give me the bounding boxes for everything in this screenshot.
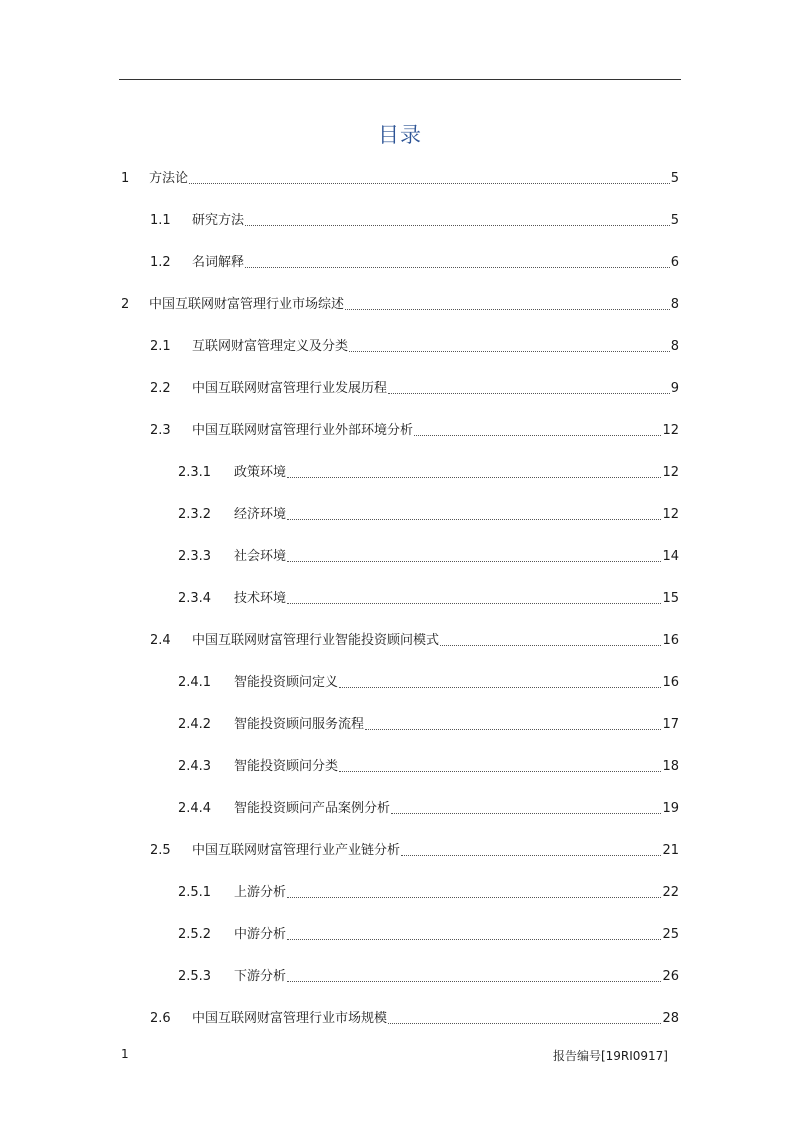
toc-leader-dots [388, 1023, 661, 1024]
toc-leader-dots [189, 183, 670, 184]
toc-entry[interactable] [150, 377, 679, 397]
toc-leader-dots [339, 687, 661, 688]
toc-entry-page: 17 [662, 717, 679, 732]
toc-leader-dots [349, 351, 670, 352]
toc-entry-page: 25 [662, 927, 679, 942]
toc-entry-page: 5 [670, 171, 679, 186]
toc-leader-dots [245, 225, 670, 226]
toc-entry-page: 12 [662, 465, 679, 480]
toc-entry[interactable] [150, 839, 679, 859]
toc-entry[interactable] [178, 671, 679, 691]
toc-entry-title: 智能投资顾问分类 [234, 759, 339, 774]
toc-leader-dots [388, 393, 670, 394]
toc-entry[interactable] [178, 965, 679, 985]
toc-entry-number: 2.5.2 [178, 927, 212, 942]
toc-leader-dots [287, 939, 661, 940]
toc-entry-number: 2.5.1 [178, 885, 212, 900]
toc-entry-title: 中国互联网财富管理行业外部环境分析 [192, 423, 414, 438]
toc-entry-page: 9 [670, 381, 679, 396]
toc-entry-title: 中游分析 [234, 927, 287, 942]
toc-entry-number: 2.3 [150, 423, 171, 438]
toc-entry-title: 名词解释 [192, 255, 245, 270]
toc-entry-number: 2.6 [150, 1011, 171, 1026]
toc-entry-number: 2.4 [150, 633, 171, 648]
toc-entry[interactable] [178, 587, 679, 607]
toc-entry[interactable] [178, 503, 679, 523]
toc-entry-number: 2 [121, 297, 130, 312]
toc-entry-number: 2.5.3 [178, 969, 212, 984]
toc-entry-number: 1.1 [150, 213, 171, 228]
toc-entry-page: 16 [662, 675, 679, 690]
toc-entry[interactable] [178, 461, 679, 481]
toc-entry-page: 12 [662, 423, 679, 438]
footer-report-code: 报告编号[19RI0917] [552, 1049, 668, 1063]
toc-entry-title: 下游分析 [234, 969, 287, 984]
toc-entry-page: 6 [670, 255, 679, 270]
toc-entry-page: 8 [670, 339, 679, 354]
toc-leader-dots [287, 897, 661, 898]
toc-entry[interactable] [150, 1007, 679, 1027]
toc-entry-number: 2.3.3 [178, 549, 212, 564]
toc-entry-page: 8 [670, 297, 679, 312]
toc-entry[interactable] [178, 713, 679, 733]
toc-entry[interactable] [121, 293, 679, 313]
toc-entry[interactable] [178, 923, 679, 943]
toc-entry-number: 2.1 [150, 339, 171, 354]
toc-entry-page: 18 [662, 759, 679, 774]
toc-entry-number: 2.3.2 [178, 507, 212, 522]
toc-entry[interactable] [178, 797, 679, 817]
toc-entry-page: 16 [662, 633, 679, 648]
toc-entry-title: 中国互联网财富管理行业市场综述 [149, 297, 345, 312]
toc-leader-dots [287, 477, 661, 478]
toc-entry-page: 5 [670, 213, 679, 228]
toc-entry-page: 28 [662, 1011, 679, 1026]
toc-entry-page: 21 [662, 843, 679, 858]
toc-leader-dots [414, 435, 661, 436]
toc-entry-title: 技术环境 [234, 591, 287, 606]
toc-entry-page: 15 [662, 591, 679, 606]
toc-entry-title: 研究方法 [192, 213, 245, 228]
toc-entry-title: 经济环境 [234, 507, 287, 522]
toc-entry-page: 12 [662, 507, 679, 522]
toc-entry-page: 26 [662, 969, 679, 984]
toc-leader-dots [440, 645, 661, 646]
toc-entry-number: 2.4.3 [178, 759, 212, 774]
toc-entry[interactable] [178, 881, 679, 901]
toc-entry[interactable] [150, 209, 679, 229]
toc-leader-dots [391, 813, 661, 814]
toc-entry[interactable] [150, 629, 679, 649]
toc-entry-title: 上游分析 [234, 885, 287, 900]
toc-entry-number: 2.4.4 [178, 801, 212, 816]
toc-entry-number: 2.4.1 [178, 675, 212, 690]
toc-entry-title: 方法论 [149, 171, 189, 186]
toc-entry-title: 智能投资顾问定义 [234, 675, 339, 690]
toc-entry[interactable] [121, 167, 679, 187]
toc-entry-title: 互联网财富管理定义及分类 [192, 339, 349, 354]
toc-entry-title: 社会环境 [234, 549, 287, 564]
toc-leader-dots [245, 267, 670, 268]
toc-leader-dots [401, 855, 661, 856]
toc-entry-number: 2.3.4 [178, 591, 212, 606]
toc-leader-dots [345, 309, 670, 310]
toc-entry-number: 1 [121, 171, 130, 186]
toc-entry-title: 中国互联网财富管理行业智能投资顾问模式 [192, 633, 440, 648]
page-title: 目录 [378, 123, 422, 147]
toc-entry-number: 1.2 [150, 255, 171, 270]
toc-entry[interactable] [150, 251, 679, 271]
footer-page-number: 1 [121, 1047, 129, 1061]
toc-entry-number: 2.3.1 [178, 465, 212, 480]
toc-leader-dots [287, 519, 661, 520]
toc-leader-dots [287, 603, 661, 604]
toc-entry[interactable] [150, 335, 679, 355]
toc-entry-number: 2.4.2 [178, 717, 212, 732]
toc-entry-title: 智能投资顾问服务流程 [234, 717, 365, 732]
toc-entry-page: 22 [662, 885, 679, 900]
toc-entry[interactable] [178, 545, 679, 565]
toc-entry-number: 2.2 [150, 381, 171, 396]
toc-entry[interactable] [178, 755, 679, 775]
toc-leader-dots [339, 771, 661, 772]
toc-entry-page: 19 [662, 801, 679, 816]
toc-leader-dots [287, 561, 661, 562]
toc-entry-title: 智能投资顾问产品案例分析 [234, 801, 391, 816]
toc-leader-dots [287, 981, 661, 982]
toc-entry-title: 政策环境 [234, 465, 287, 480]
toc-entry-title: 中国互联网财富管理行业市场规模 [192, 1011, 388, 1026]
toc-leader-dots [365, 729, 661, 730]
toc-entry-number: 2.5 [150, 843, 171, 858]
toc-entry-title: 中国互联网财富管理行业发展历程 [192, 381, 388, 396]
toc-entry-page: 14 [662, 549, 679, 564]
toc-entry[interactable] [150, 419, 679, 439]
toc-entry-title: 中国互联网财富管理行业产业链分析 [192, 843, 401, 858]
